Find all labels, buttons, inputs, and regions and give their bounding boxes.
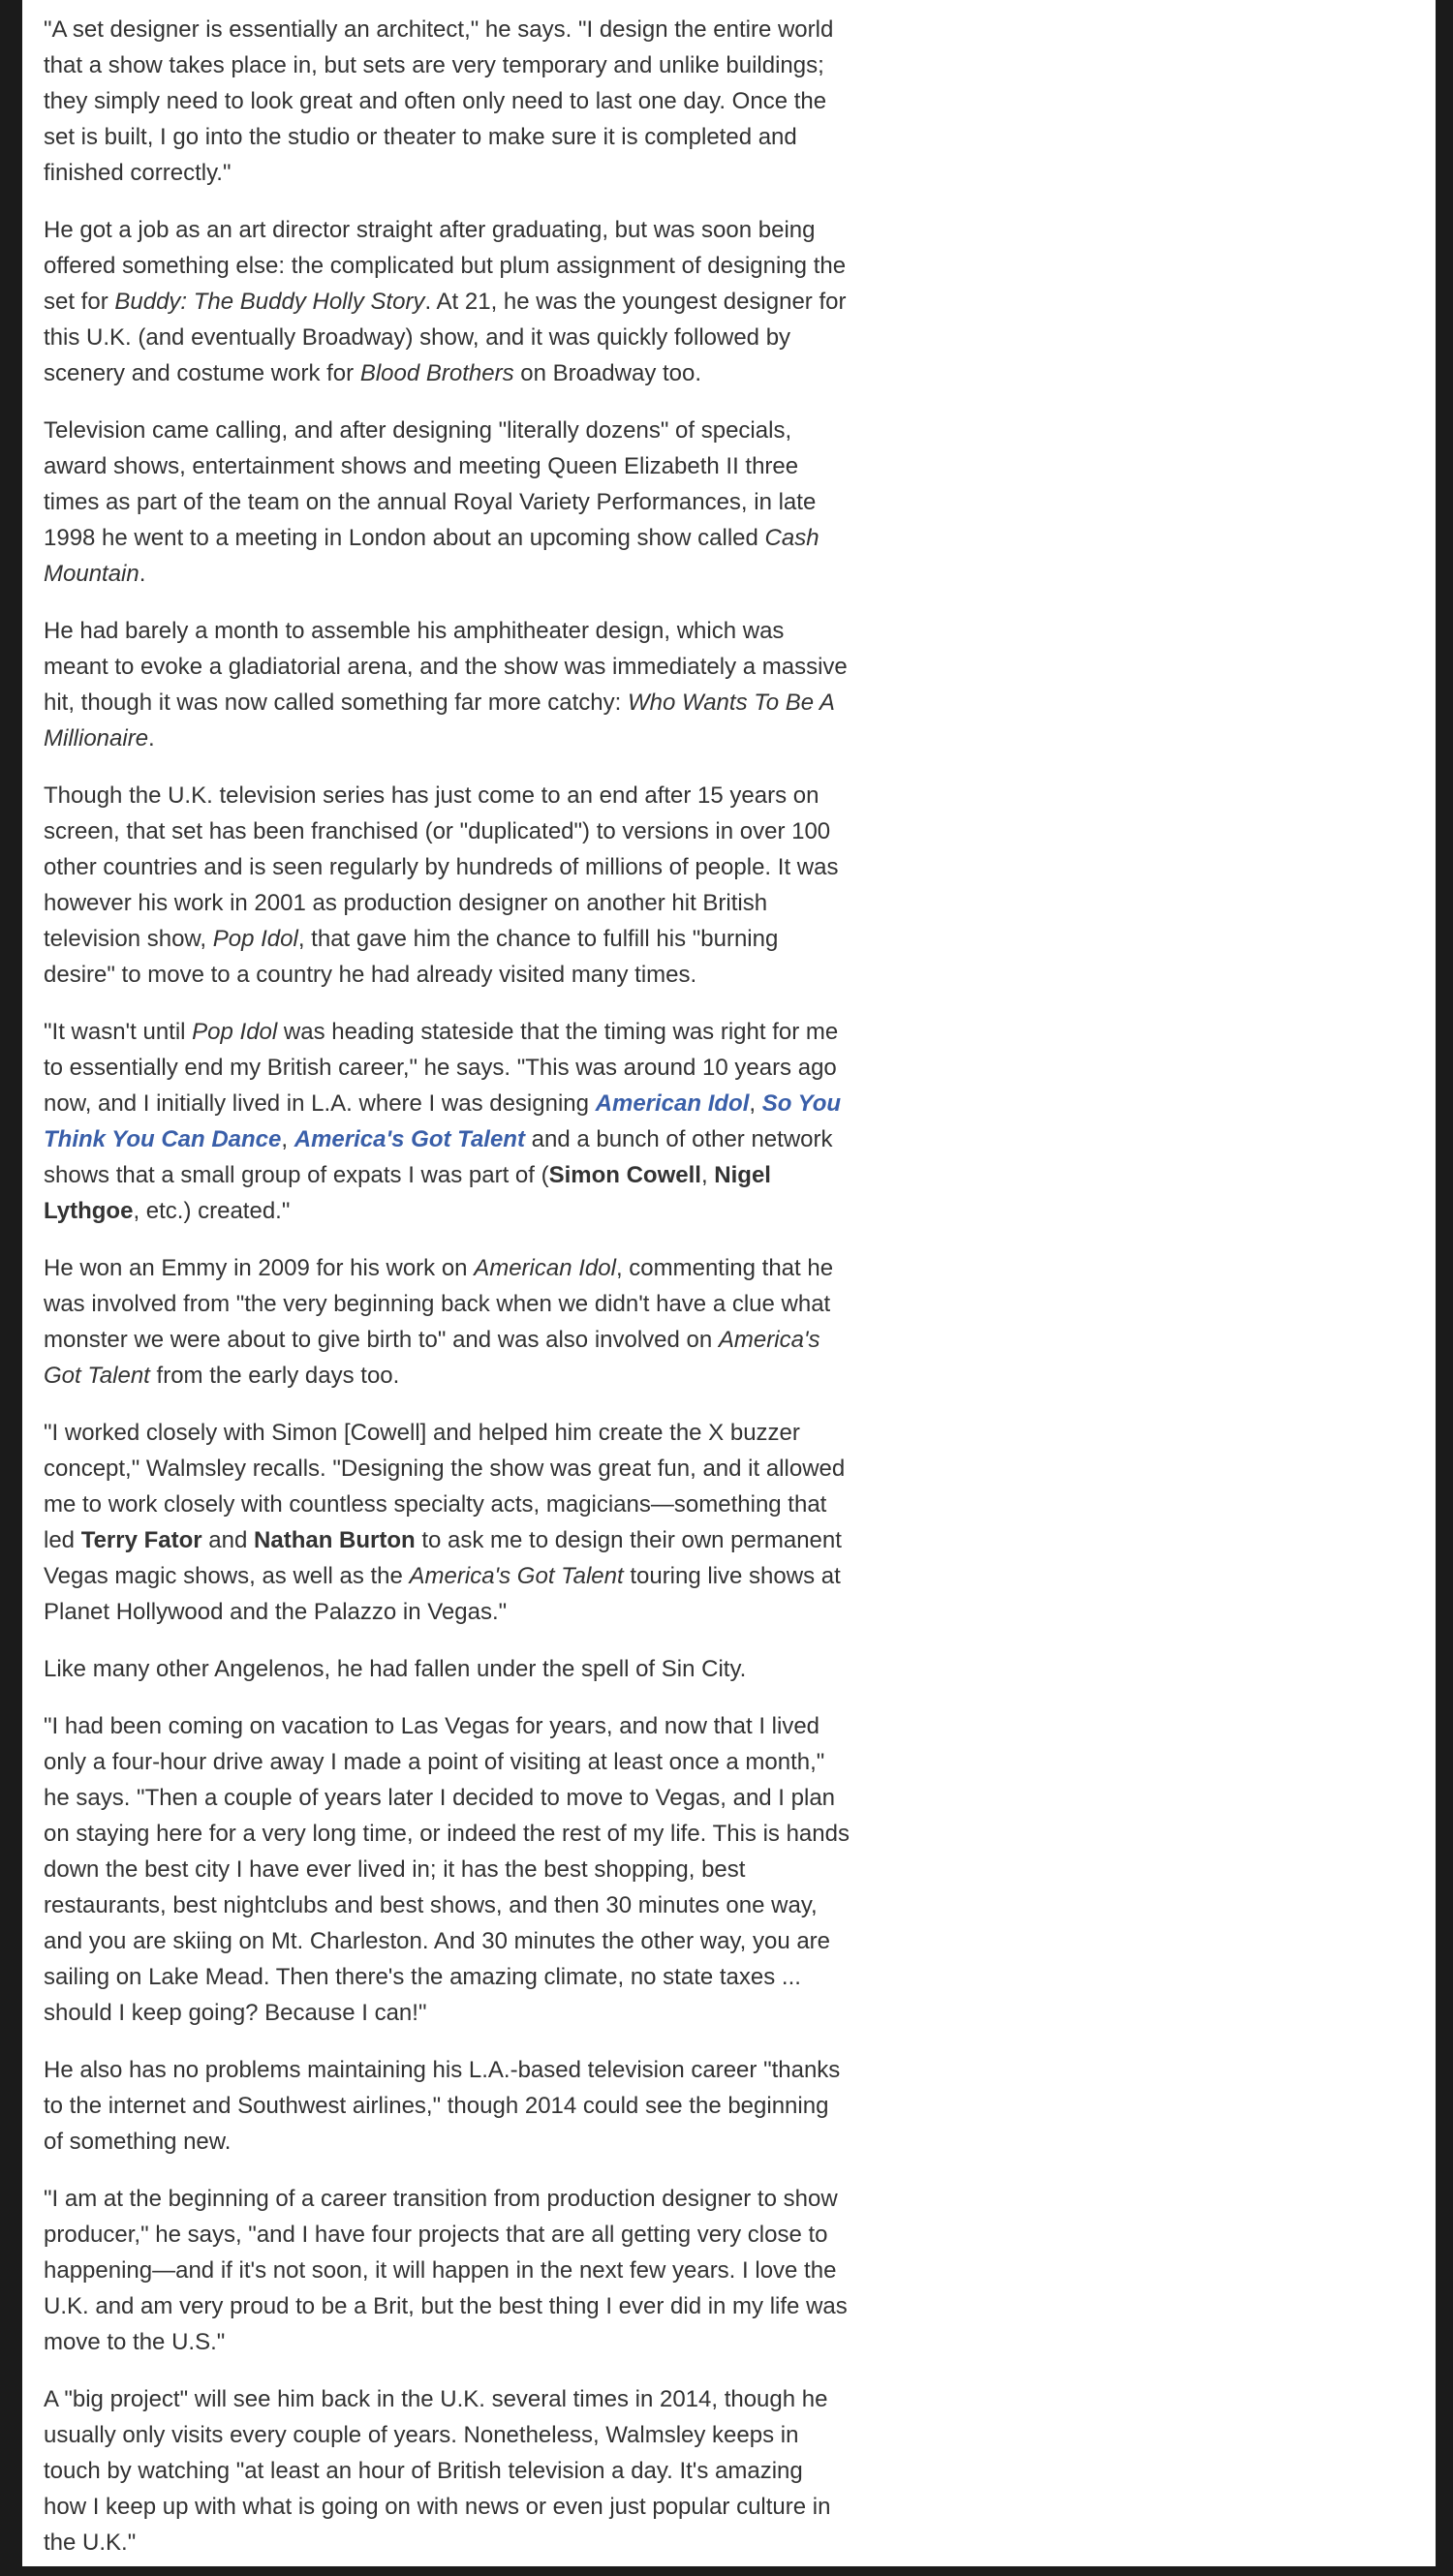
text-link[interactable]: Think You Can Dance: [44, 1126, 282, 1152]
text-run: move to the U.S.": [44, 2329, 226, 2355]
text-line: [44, 1651, 935, 1687]
paragraph: [44, 212, 935, 391]
text-line: [44, 1816, 935, 1852]
text-link[interactable]: America's Got Talent: [294, 1126, 525, 1152]
bold-text: Lythgoe: [44, 1198, 134, 1224]
text-run: me to work closely with countless specialty acts, magicians—something that: [44, 1491, 827, 1518]
text-run: they simply need to look great and often only need to last one day. Once the: [44, 88, 827, 114]
text-run: Like many other Angelenos, he had fallen under the spell of Sin City.: [44, 1656, 747, 1682]
text-run: to the internet and Southwest airlines," though 2014 could see the beginning: [44, 2093, 829, 2119]
text-line: [44, 320, 935, 355]
bold-text: Nigel: [714, 1162, 771, 1188]
text-run: finished correctly.": [44, 160, 232, 186]
text-line: [44, 2181, 935, 2217]
text-run: that a show takes place in, but sets are very temporary and unlike buildings;: [44, 52, 824, 78]
text-run: "I worked closely with Simon [Cowell] and helped him create the X buzzer: [44, 1420, 800, 1446]
text-line: [44, 484, 935, 520]
text-line: [44, 47, 935, 83]
text-line: [44, 2217, 935, 2253]
text-run: this U.K. (and eventually Broadway) show, and it was quickly followed by: [44, 324, 791, 351]
text-run: "It wasn't until: [44, 1019, 193, 1045]
text-run: and: [201, 1527, 255, 1553]
paragraph: [44, 1651, 935, 1687]
text-run: down the best city I have ever lived in; it has the best shopping, best: [44, 1856, 746, 1883]
text-line: [44, 1157, 935, 1193]
text-run: he says. "Then a couple of years later I decided to move to Vegas, and I plan: [44, 1785, 836, 1811]
text-run: shows that a small group of expats I was part of (: [44, 1162, 549, 1188]
text-line: [44, 1286, 935, 1322]
text-line: [44, 1594, 935, 1630]
text-line: [44, 849, 935, 885]
text-line: [44, 1250, 935, 1286]
text-run: A "big project" will see him back in the U.K. several times in 2014, though he: [44, 2386, 828, 2412]
bold-text: Simon Cowell: [548, 1162, 701, 1188]
text-run: He won an Emmy in 2009 for his work on: [44, 1255, 475, 1281]
text-run: meant to evoke a gladiatorial arena, and the show was immediately a massive: [44, 654, 848, 680]
italic-text: Blood Brothers: [359, 360, 514, 386]
text-line: [44, 413, 935, 448]
text-line: [44, 556, 935, 592]
text-run: was involved from "the very beginning back when we didn't have a clue what: [44, 1291, 831, 1317]
text-line: [44, 778, 935, 813]
text-line: [44, 721, 935, 756]
text-line: [44, 520, 935, 556]
text-run: , etc.) created.": [133, 1198, 291, 1224]
text-run: scenery and costume work for: [44, 360, 360, 386]
text-line: [44, 957, 935, 993]
text-run: of something new.: [44, 2129, 232, 2155]
text-line: [44, 248, 935, 284]
text-line: [44, 1708, 935, 1744]
paragraph: [44, 2181, 935, 2360]
paragraph: [44, 778, 935, 993]
paragraph: [44, 12, 935, 191]
text-run: now, and I initially lived in L.A. where I was designing: [44, 1090, 596, 1117]
text-line: [44, 1358, 935, 1394]
text-run: usually only visits every couple of years. Nonetheless, Walmsley keeps in: [44, 2422, 799, 2448]
text-run: set is built, I go into the studio or theater to make sure it is completed and: [44, 124, 797, 150]
paragraph: [44, 1708, 935, 2031]
text-line: [44, 1852, 935, 1887]
text-run: ,: [700, 1162, 715, 1188]
text-run: "A set designer is essentially an architect," he says. "I design the entire world: [44, 16, 834, 43]
text-line: [44, 2453, 935, 2489]
text-line: [44, 12, 935, 47]
italic-text: Buddy: The Buddy Holly Story: [114, 289, 425, 315]
paragraph: [44, 2052, 935, 2160]
text-line: [44, 1959, 935, 1995]
text-run: award shows, entertainment shows and meeting Queen Elizabeth II three: [44, 453, 799, 479]
text-line: [44, 1193, 935, 1229]
bold-text: Terry Fator: [80, 1527, 202, 1553]
text-run: touch by watching "at least an hour of British television a day. It's amazing: [44, 2458, 803, 2484]
text-line: [44, 1887, 935, 1923]
text-line: [44, 2381, 935, 2417]
text-line: [44, 448, 935, 484]
text-run: set for: [44, 289, 115, 315]
text-line: [44, 119, 935, 155]
text-link[interactable]: So You: [761, 1090, 842, 1117]
text-line: [44, 1923, 935, 1959]
text-run: only a four-hour drive away I made a point of visiting at least once a month,": [44, 1749, 825, 1775]
text-line: [44, 2489, 935, 2525]
text-run: how I keep up with what is going on with news or even just popular culture in: [44, 2494, 831, 2520]
text-run: to essentially end my British career," he says. "This was around 10 years ago: [44, 1055, 837, 1081]
text-run: .: [139, 561, 146, 587]
italic-text: America's: [718, 1327, 820, 1353]
text-line: [44, 2525, 935, 2561]
text-run: . At 21, he was the youngest designer for: [424, 289, 847, 315]
italic-text: Got Talent: [44, 1363, 150, 1389]
text-run: from the early days too.: [149, 1363, 400, 1389]
text-line: [44, 355, 935, 391]
italic-text: American Idol: [474, 1255, 616, 1281]
text-run: He had barely a month to assemble his amphitheater design, which was: [44, 618, 785, 644]
text-line: [44, 2124, 935, 2160]
text-run: restaurants, best nightclubs and best shows, and then 30 minutes one way,: [44, 1892, 818, 1918]
text-run: 1998 he went to a meeting in London about an upcoming show called: [44, 525, 765, 551]
article-page: [22, 0, 1436, 2566]
text-line: [44, 1744, 935, 1780]
text-run: hit, though it was now called something far more catchy:: [44, 690, 628, 716]
italic-text: Pop Idol: [212, 926, 298, 952]
text-line: [44, 685, 935, 721]
text-run: Planet Hollywood and the Palazzo in Vegas.": [44, 1599, 508, 1625]
text-run: on staying here for a very long time, or indeed the rest of my life. This is hands: [44, 1821, 850, 1847]
text-line: [44, 1522, 935, 1558]
text-run: U.K. and am very proud to be a Brit, but the best thing I ever did in my life was: [44, 2293, 848, 2319]
text-run: .: [148, 725, 155, 751]
text-run: He also has no problems maintaining his L.A.-based television career "thanks: [44, 2057, 841, 2083]
text-run: other countries and is seen regularly by hundreds of millions of people. It was: [44, 854, 839, 880]
text-line: [44, 1014, 935, 1050]
text-run: however his work in 2001 as production designer on another hit British: [44, 890, 768, 916]
text-run: and you are skiing on Mt. Charleston. And 30 minutes the other way, you are: [44, 1928, 831, 1954]
text-line: [44, 2088, 935, 2124]
bold-text: Nathan Burton: [254, 1527, 416, 1553]
paragraph: [44, 1014, 935, 1229]
text-line: [44, 212, 935, 248]
italic-text: America's Got Talent: [409, 1563, 624, 1589]
text-run: times as part of the team on the annual Royal Variety Performances, in late: [44, 489, 817, 515]
text-run: happening—and if it's not soon, it will happen in the next few years. I love the: [44, 2257, 837, 2284]
italic-text: Cash: [764, 525, 819, 551]
text-run: and a bunch of other network: [524, 1126, 833, 1152]
text-run: "I had been coming on vacation to Las Vegas for years, and now that I lived: [44, 1713, 820, 1739]
italic-text: Mountain: [44, 561, 139, 587]
text-line: [44, 1558, 935, 1594]
text-line: [44, 1995, 935, 2031]
text-run: television show,: [44, 926, 213, 952]
text-run: the U.K.": [44, 2530, 137, 2556]
text-run: concept," Walmsley recalls. "Designing the show was great fun, and it allowed: [44, 1456, 846, 1482]
text-run: offered something else: the complicated but plum assignment of designing the: [44, 253, 847, 279]
text-run: on Broadway too.: [513, 360, 702, 386]
paragraph: [44, 1250, 935, 1394]
text-line: [44, 155, 935, 191]
paragraph: [44, 2381, 935, 2561]
text-line: [44, 2324, 935, 2360]
text-run: was heading stateside that the timing was right for me: [277, 1019, 839, 1045]
text-line: [44, 1050, 935, 1086]
text-run: touring live shows at: [623, 1563, 841, 1589]
paragraph: [44, 1415, 935, 1630]
text-line: [44, 613, 935, 649]
text-run: , that gave him the chance to fulfill his "burning: [297, 926, 779, 952]
text-link[interactable]: American Idol: [595, 1090, 750, 1117]
text-line: [44, 1086, 935, 1121]
text-run: He got a job as an art director straight after graduating, but was soon being: [44, 217, 816, 243]
text-line: [44, 1121, 935, 1157]
italic-text: Pop Idol: [192, 1019, 278, 1045]
text-run: "I am at the beginning of a career transition from production designer to show: [44, 2186, 838, 2212]
text-line: [44, 885, 935, 921]
text-run: led: [44, 1527, 81, 1553]
text-run: screen, that set has been franchised (or "duplicated") to versions in over 100: [44, 818, 831, 844]
text-line: [44, 2052, 935, 2088]
text-run: should I keep going? Because I can!": [44, 2000, 427, 2026]
text-line: [44, 2253, 935, 2288]
text-line: [44, 1451, 935, 1487]
text-run: Though the U.K. television series has just come to an end after 15 years on: [44, 782, 819, 809]
text-run: monster we were about to give birth to" and was also involved on: [44, 1327, 719, 1353]
text-line: [44, 1415, 935, 1451]
paragraph: [44, 413, 935, 592]
italic-text: Who Wants To Be A: [627, 690, 835, 716]
italic-text: Millionaire: [44, 725, 149, 751]
text-line: [44, 2288, 935, 2324]
text-run: ,: [749, 1090, 762, 1117]
text-line: [44, 649, 935, 685]
text-run: sailing on Lake Mead. Then there's the amazing climate, no state taxes ...: [44, 1964, 801, 1990]
text-line: [44, 1322, 935, 1358]
text-line: [44, 284, 935, 320]
text-run: Television came calling, and after designing "literally dozens" of specials,: [44, 417, 792, 444]
paragraph: [44, 613, 935, 756]
text-run: desire" to move to a country he had already visited many times.: [44, 962, 697, 988]
text-line: [44, 921, 935, 957]
text-line: [44, 813, 935, 849]
text-run: to ask me to design their own permanent: [415, 1527, 842, 1553]
text-run: , commenting that he: [615, 1255, 834, 1281]
text-run: Vegas magic shows, as well as the: [44, 1563, 410, 1589]
text-line: [44, 2417, 935, 2453]
text-run: ,: [281, 1126, 294, 1152]
text-run: producer," he says, "and I have four projects that are all getting very close to: [44, 2222, 828, 2248]
text-line: [44, 1780, 935, 1816]
text-line: [44, 83, 935, 119]
text-line: [44, 1487, 935, 1522]
article-body: [44, 12, 935, 2576]
